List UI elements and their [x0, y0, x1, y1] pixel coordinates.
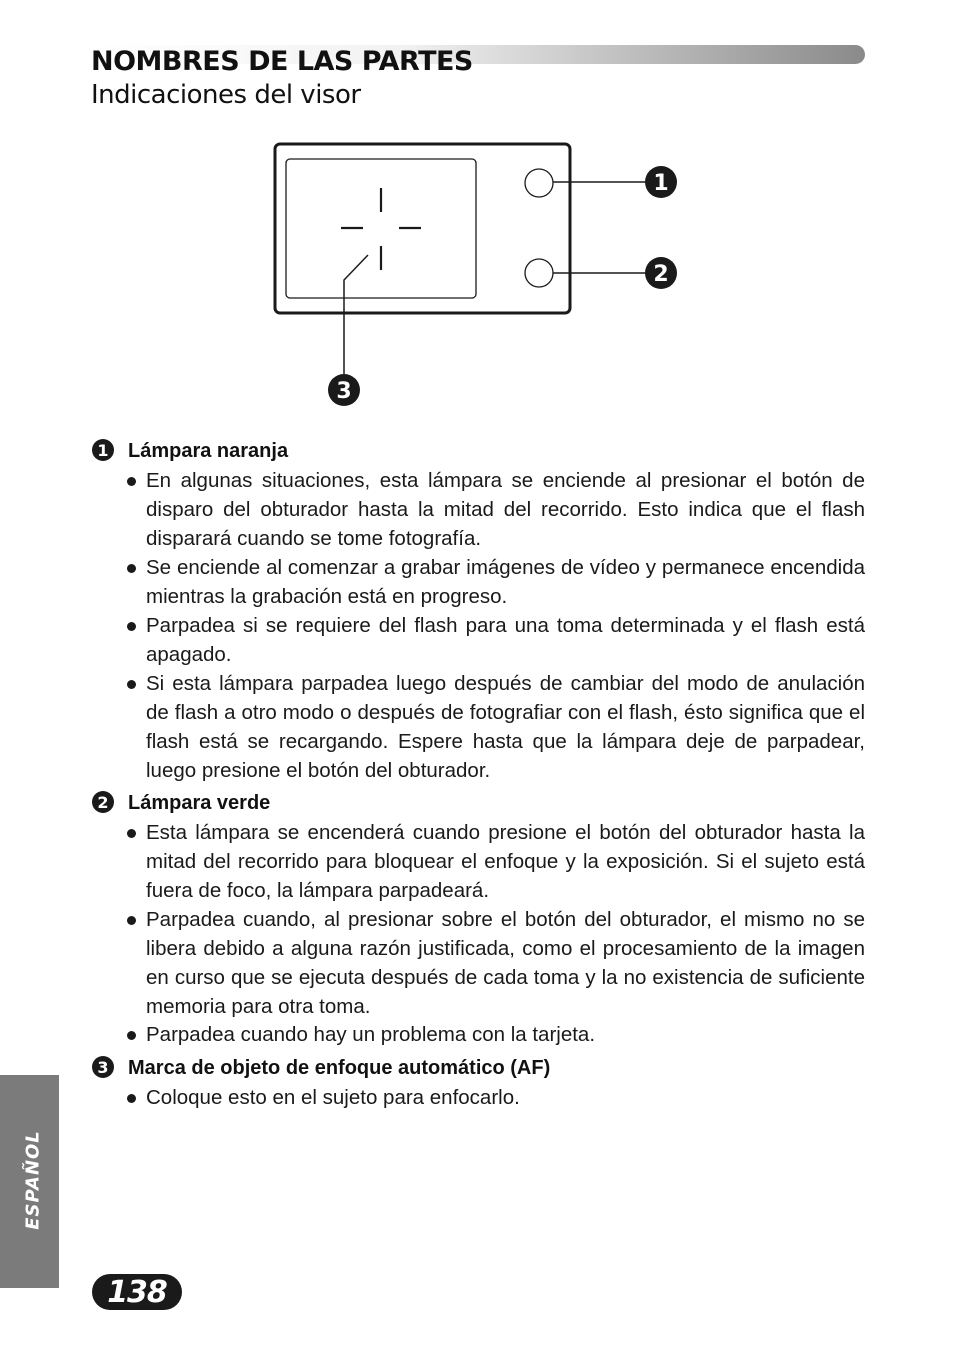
item-number-1: 1 — [92, 439, 114, 461]
list-item: Se enciende al comenzar a grabar imágenes de vídeo y permanece encendida mientras la grabación está en progreso. — [127, 553, 865, 611]
svg-text:2: 2 — [653, 262, 669, 287]
bullet-dot — [127, 680, 136, 689]
svg-text:1: 1 — [653, 171, 669, 196]
bullet-dot — [127, 829, 136, 838]
viewfinder-diagram — [0, 0, 954, 420]
bullet-dot — [127, 477, 136, 486]
orange-lamp — [525, 169, 553, 197]
list-item: En algunas situaciones, esta lámpara se enciende al presionar el botón de disparo del obturador hasta la mitad del recorrido. Esto indica que el flash disparará cuando se tome fotografía. — [127, 466, 865, 553]
list-item: Parpadea cuando hay un problema con la tarjeta. — [127, 1020, 865, 1049]
list-item: Parpadea cuando, al presionar sobre el botón del obturador, el mismo no se libera debido a alguna razón justificada, como el procesamiento de la imagen en curso que se ejecuta después de cada toma y la no existencia de suficiente memoria para otra toma. — [127, 905, 865, 1021]
list-item: Si esta lámpara parpadea luego después de cambiar del modo de anulación de flash a otro modo o después de fotografiar con el flash, ésto significa que el flash está se recargando. Espere hasta que la lámpara deje de parpadear, luego presione el botón del obturador. — [127, 669, 865, 785]
list-item: Coloque esto en el sujeto para enfocarlo. — [127, 1083, 865, 1112]
bullet-dot — [127, 622, 136, 631]
bullet-dot — [127, 916, 136, 925]
page-number-badge — [92, 1274, 182, 1310]
section-subtitle: Indicaciones del visor — [91, 80, 361, 110]
item-title-green-lamp: Lámpara verde — [128, 792, 271, 814]
section-title: NOMBRES DE LAS PARTES — [91, 46, 473, 77]
callout-marker-2 — [645, 257, 677, 289]
green-lamp — [525, 259, 553, 287]
svg-text:3: 3 — [336, 379, 352, 404]
bullet-dot — [127, 1031, 136, 1040]
list-item: Esta lámpara se encenderá cuando presione el botón del obturador hasta la mitad del recorrido para bloquear el enfoque y la exposición. Si el sujeto está fuera de foco, la lámpara parpadeará. — [127, 818, 865, 905]
item-number-2: 2 — [92, 791, 114, 813]
list-item: Parpadea si se requiere del flash para una toma determinada y el flash está apagado. — [127, 611, 865, 669]
callout-marker-1 — [645, 166, 677, 198]
item-title-orange-lamp: Lámpara naranja — [128, 440, 289, 462]
bullet-dot — [127, 1094, 136, 1103]
bullet-dot — [127, 564, 136, 573]
viewfinder-inner-frame — [286, 159, 476, 298]
callout-marker-3 — [328, 374, 360, 406]
page-number: 138 — [107, 1274, 167, 1310]
item-number-3: 3 — [92, 1056, 114, 1078]
language-label: ESPAÑOL — [22, 1130, 44, 1230]
item-title-af-mark: Marca de objeto de enfoque automático (AF) — [128, 1057, 551, 1079]
